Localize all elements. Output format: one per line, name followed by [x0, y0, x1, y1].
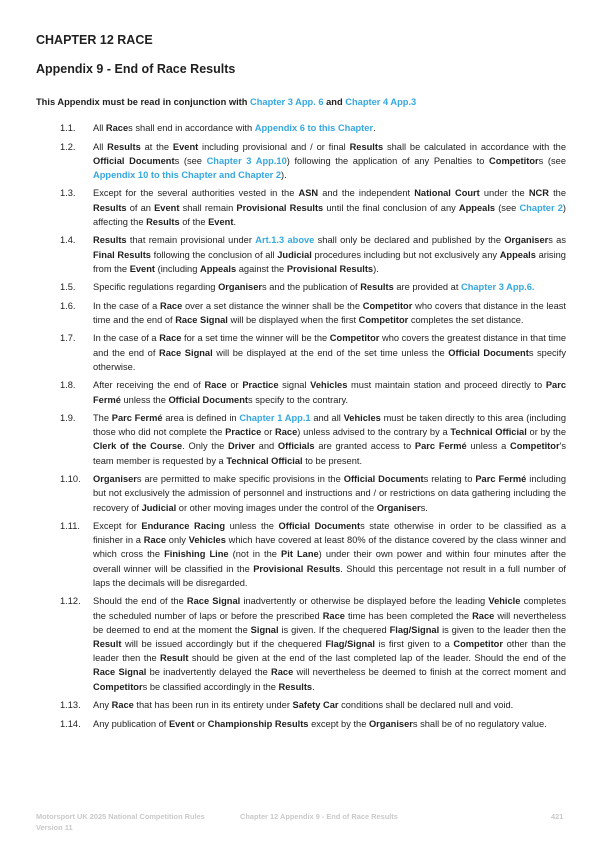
defined-term: Judicial: [277, 249, 312, 260]
clause-text-segment: ) affecting the: [93, 202, 566, 227]
link-chapter-4-app-3[interactable]: Chapter 4 App.3: [345, 97, 417, 107]
clause-item: [36, 186, 566, 229]
clause-text-segment: arising from the: [93, 249, 566, 274]
defined-term: Competitor: [358, 314, 409, 325]
defined-term: Vehicles: [310, 380, 348, 391]
clause-text-segment: the: [548, 188, 567, 199]
footer-publication: [36, 811, 205, 833]
defined-term: Official Document: [448, 347, 529, 358]
clause-text-segment: at the: [140, 141, 173, 152]
clause-text-segment: s specify to the contrary.: [248, 394, 349, 405]
clause-number: 1.3.: [60, 188, 76, 199]
defined-term: Organiser: [93, 474, 137, 485]
clause-text: [93, 594, 566, 693]
clause-text-segment: except by the: [308, 718, 369, 729]
clause-text-segment: Any: [93, 700, 112, 711]
clause-text-segment: procedures including but not exclusively any: [311, 249, 500, 260]
clause-text-segment: or by the: [526, 427, 566, 438]
chapter-title: CHAPTER 12 RACE: [36, 33, 153, 47]
defined-term: Safety Car: [292, 700, 339, 711]
clause-number: 1.11.: [60, 521, 80, 532]
cross-reference-link[interactable]: Chapter 3 App.10: [206, 155, 287, 166]
clause-item: [36, 472, 566, 515]
clause-text-segment: s.: [420, 502, 428, 513]
defined-term: Race: [271, 667, 294, 678]
clause-text-segment: Except for: [93, 521, 142, 532]
clause-text-segment: that has been run in its entirety under: [133, 700, 293, 711]
clause-text-segment: s specify otherwise.: [93, 347, 566, 372]
clause-text: [93, 411, 566, 468]
clause-text-segment: Any publication of: [93, 718, 169, 729]
clause-text-segment: s (see: [174, 155, 207, 166]
clause-text-segment: Specific regulations regarding: [93, 282, 219, 293]
clause-text-segment: against the: [236, 263, 287, 274]
defined-term: Appeals: [499, 249, 536, 260]
clause-number: 1.9.: [60, 413, 76, 424]
clause-text-segment: .: [233, 216, 237, 227]
defined-term: Championship Results: [207, 718, 309, 729]
clause-item: [36, 331, 566, 374]
clause-text-segment: After receiving the end of: [93, 380, 205, 391]
page-number: 421: [551, 812, 564, 821]
defined-term: Judicial: [141, 502, 177, 513]
defined-term: Race Signal: [175, 314, 228, 325]
clause-text-segment: is given. If the chequered: [278, 624, 390, 635]
defined-term: Event: [129, 263, 156, 274]
footer-section-title: Chapter 12 Appendix 9 - End of Race Results: [240, 812, 398, 821]
defined-term: Final Results: [93, 249, 151, 260]
clause-text-segment: which have covered at least 80% of the distance covered by the class winner and which cross the: [93, 535, 566, 560]
defined-term: Provisional Results: [253, 563, 341, 574]
clause-text-segment: shall only be declared and published by the: [314, 235, 505, 246]
clause-text-segment: Except for the several authorities vested in the: [93, 188, 299, 199]
clause-list: [36, 121, 566, 735]
clause-item: [36, 121, 566, 135]
clause-text-segment: will nevertheless be deemed to end at the moment the: [93, 610, 566, 635]
clause-text-segment: unless the: [120, 394, 169, 405]
defined-term: Practice: [225, 427, 262, 438]
clause-number: 1.12.: [60, 596, 81, 607]
defined-term: Results: [146, 216, 180, 227]
cross-reference-link[interactable]: Chapter 2: [519, 202, 563, 213]
defined-term: Result: [93, 638, 122, 649]
defined-term: Event: [172, 141, 199, 152]
clause-text-segment: is first given to a: [374, 638, 454, 649]
footer-version: Version 11: [36, 823, 73, 832]
clause-text: [93, 299, 566, 327]
defined-term: Organiser: [218, 282, 262, 293]
clause-text-segment: signal: [278, 380, 311, 391]
clause-text: [93, 280, 566, 294]
intro-text: and: [323, 97, 346, 107]
clause-text-segment: including but not exclusively the admission of personnel and instructions and / or restrictions on data gathering including the recovery of: [93, 474, 566, 513]
clause-text-segment: of the: [179, 216, 209, 227]
defined-term: Pit Lane: [281, 549, 319, 560]
clause-text: [93, 121, 566, 135]
clause-text: [93, 378, 566, 406]
defined-term: Official Document: [343, 474, 424, 485]
clause-item: [36, 519, 566, 590]
clause-text-segment: or: [261, 427, 276, 438]
clause-text-segment: (including: [155, 263, 200, 274]
clause-text-segment: will be displayed at the end of the set time unless the: [212, 347, 449, 358]
clause-text-segment: (see: [495, 202, 520, 213]
defined-term: Organiser: [368, 718, 413, 729]
defined-term: Race: [322, 610, 345, 621]
clause-text-segment: ) unless advised to the contrary by a: [297, 427, 451, 438]
clause-text: [93, 186, 566, 229]
clause-text: [93, 331, 566, 374]
defined-term: Flag/Signal: [389, 624, 440, 635]
defined-term: Flag/Signal: [325, 638, 375, 649]
footer-publication-title: Motorsport UK 2025 National Competition Rules: [36, 812, 205, 821]
clause-text-segment: over a set distance the winner shall be the: [182, 300, 363, 311]
intro-text: This Appendix must be read in conjunction with: [36, 97, 251, 107]
clause-text-segment: s state otherwise in order to be classified as a finisher in a: [93, 521, 567, 546]
defined-term: NCR: [528, 188, 549, 199]
clause-text-segment: unless a: [466, 441, 510, 452]
clause-text-segment: who covers that distance in the least time and the end of: [93, 300, 567, 325]
clause-text-segment: s shall be of no regulatory value.: [412, 718, 547, 729]
defined-term: Competitor: [93, 681, 143, 692]
clause-text-segment: ) under their own power and within four minutes after the overall winner will be classified in the: [93, 549, 566, 574]
clause-number: 1.4.: [60, 235, 76, 246]
clause-text: [93, 233, 566, 276]
defined-term: Technical Official: [226, 455, 303, 466]
clause-text-segment: or other moving images under the control of the: [176, 502, 377, 513]
clause-text-segment: only: [166, 535, 189, 546]
defined-term: Results: [360, 282, 394, 293]
clause-text-segment: ).: [281, 169, 287, 180]
defined-term: Appeals: [458, 202, 496, 213]
clause-text-segment: until the final conclusion of any: [323, 202, 459, 213]
defined-term: Race Signal: [93, 667, 147, 678]
clause-text-segment: are provided at: [393, 282, 461, 293]
defined-term: Competitor: [329, 333, 380, 344]
defined-term: Line: [209, 549, 229, 560]
clause-text: [93, 519, 566, 590]
defined-term: Appeals: [199, 263, 237, 274]
clause-text-segment: including provisional and / or final: [198, 141, 350, 152]
clause-text-segment: completes the scheduled number of laps or before the prescribed: [93, 596, 566, 621]
clause-text-segment: other than the leader then the: [93, 638, 566, 664]
cross-reference-link[interactable]: Appendix 10 to this Chapter and Chapter 2: [93, 169, 282, 180]
clause-text-segment: are granted access to: [314, 441, 415, 452]
clause-item: [36, 594, 566, 693]
clause-text-segment: and the independent: [318, 188, 415, 199]
defined-term: Vehicles: [188, 535, 226, 546]
clause-text-segment: under the: [479, 188, 529, 199]
clause-item: [36, 717, 566, 731]
defined-term: Results: [93, 202, 127, 213]
cross-reference-link[interactable]: Art.1.3 above: [255, 235, 315, 246]
clause-number: 1.13.: [60, 700, 81, 711]
defined-term: Driver: [228, 441, 255, 452]
defined-term: Signal: [250, 624, 279, 635]
clause-text-segment: shall be calculated in accordance with the: [383, 141, 566, 152]
defined-term: Competitor: [362, 300, 413, 311]
clause-text-segment: . Should this percentage not result in a full number of laps the decimals will be disregarded.: [93, 563, 566, 588]
defined-term: Competitor: [453, 638, 503, 649]
defined-term: Technical Official: [450, 427, 527, 438]
clause-item: [36, 378, 566, 406]
clause-text-segment: must be taken directly to this area (including those who did not complete the: [93, 413, 567, 438]
clause-number: 1.8.: [60, 380, 76, 391]
clause-item: [36, 698, 566, 712]
clause-text-segment: be inadvertently delayed the: [146, 667, 272, 678]
clause-text-segment: Should the end of the: [93, 596, 187, 607]
clause-text-segment: will be displayed when the first: [227, 314, 359, 325]
defined-term: Finishing: [164, 549, 206, 560]
clause-item: [36, 280, 566, 294]
defined-term: Race: [275, 427, 298, 438]
clause-text-segment: and all: [310, 413, 344, 424]
defined-term: Clerk of the Course: [93, 441, 183, 452]
clause-text-segment: to be present.: [302, 455, 363, 466]
defined-term: Parc Fermé: [93, 380, 566, 405]
clause-number: 1.2.: [60, 141, 76, 152]
defined-term: Endurance Racing: [141, 521, 226, 532]
clause-item: [36, 411, 566, 468]
defined-term: Officials: [277, 441, 315, 452]
clause-number: 1.6.: [60, 300, 76, 311]
clause-text-segment: shall remain: [179, 202, 237, 213]
clause-text-segment: inadvertently or otherwise be displayed before the leading: [240, 596, 489, 607]
defined-term: Event: [154, 202, 180, 213]
clause-text-segment: will nevertheless be deemed to finish at the correct moment and: [293, 667, 566, 678]
clause-text: [93, 698, 566, 712]
clause-item: [36, 140, 566, 183]
defined-term: Practice: [242, 380, 279, 391]
clause-text-segment: unless the: [225, 521, 279, 532]
defined-term: Vehicle: [488, 596, 521, 607]
defined-term: Event: [168, 718, 195, 729]
clause-number: 1.14.: [60, 718, 81, 729]
defined-term: Competitor: [489, 155, 539, 166]
defined-term: Parc Fermé: [111, 413, 163, 424]
clause-text-segment: s are permitted to make specific provisions in the: [136, 474, 344, 485]
defined-term: ASN: [298, 188, 319, 199]
clause-text-segment: (not in the: [228, 549, 282, 560]
clause-text-segment: All: [93, 123, 106, 133]
clause-text-segment: ) following the application of any Penalties to: [286, 155, 490, 166]
clause-number: 1.1.: [60, 123, 76, 133]
clause-number: 1.7.: [60, 333, 76, 344]
defined-term: Race: [472, 610, 495, 621]
clause-text-segment: 's team member is requested by a: [93, 441, 567, 466]
defined-term: Race Signal: [158, 347, 213, 358]
clause-item: [36, 299, 566, 327]
clause-text-segment: In the case of a: [93, 300, 161, 311]
clause-text-segment: The: [93, 413, 112, 424]
defined-term: Race: [159, 333, 182, 344]
cross-reference-link[interactable]: Appendix 6 to this Chapter: [254, 123, 374, 133]
clause-text-segment: is given to the leader then the: [439, 624, 566, 635]
defined-term: Results: [278, 681, 313, 692]
clause-text-segment: s (see: [538, 155, 566, 166]
clause-text-segment: will be issued accordingly but if the chequered: [121, 638, 326, 649]
clause-text-segment: .: [312, 681, 315, 692]
defined-term: Organiser: [376, 502, 421, 513]
clause-text-segment: of an: [126, 202, 155, 213]
defined-term: Organiser: [504, 235, 549, 246]
defined-term: Provisional Results: [236, 202, 324, 213]
clause-text-segment: s relating to: [423, 474, 476, 485]
defined-term: Vehicles: [343, 413, 381, 424]
clause-text-segment: and: [254, 441, 278, 452]
clause-text-segment: . Only the: [182, 441, 229, 452]
defined-term: Race: [111, 700, 134, 711]
clause-text-segment: should be given at the end of the last completed lap of the leader. Should the end of the: [188, 653, 566, 664]
defined-term: Race Signal: [186, 596, 241, 607]
defined-term: Parc Fermé: [414, 441, 467, 452]
clause-item: [36, 233, 566, 276]
defined-term: Official Document: [93, 155, 175, 166]
cross-reference-link[interactable]: Chapter 3 App.6.: [460, 282, 535, 293]
clause-text: [93, 472, 566, 515]
defined-term: Provisional Results: [286, 263, 374, 274]
defined-term: Race: [105, 123, 129, 133]
clause-text-segment: In the case of a: [93, 333, 160, 344]
defined-term: Official Document: [278, 521, 361, 532]
defined-term: Results: [107, 141, 141, 152]
clause-text: [93, 140, 566, 183]
defined-term: Results: [93, 235, 127, 246]
defined-term: Event: [208, 216, 234, 227]
clause-text-segment: .: [373, 123, 376, 133]
clause-text-segment: All: [93, 141, 108, 152]
link-chapter-3-app-6[interactable]: Chapter 3 App. 6: [250, 97, 324, 107]
defined-term: Results: [349, 141, 384, 152]
clause-text-segment: s and the publication of: [262, 282, 361, 293]
clause-text: [93, 717, 566, 731]
defined-term: National Court: [414, 188, 480, 199]
defined-term: Race: [160, 300, 183, 311]
defined-term: Result: [160, 653, 189, 664]
clause-text-segment: or: [194, 718, 208, 729]
clause-text-segment: for a set time the winner will be the: [181, 333, 330, 344]
cross-reference-link[interactable]: Chapter 1 App.1: [239, 413, 311, 424]
defined-term: Race: [204, 380, 227, 391]
clause-text-segment: that remain provisional under: [126, 235, 256, 246]
clause-text-segment: s as: [548, 235, 567, 246]
clause-text-segment: or: [226, 380, 243, 391]
clause-number: 1.5.: [60, 282, 76, 293]
clause-text-segment: who covers the greatest distance in that time and the end of: [93, 333, 566, 358]
clause-text-segment: completes the set distance.: [408, 314, 524, 325]
clause-number: 1.10.: [60, 474, 81, 485]
clause-text-segment: s shall end in accordance with: [128, 123, 255, 133]
clause-text-segment: time has been completed the: [344, 610, 473, 621]
defined-term: Official Document: [168, 394, 249, 405]
clause-text-segment: s be classified accordingly in the: [142, 681, 279, 692]
clause-text-segment: must maintain station and proceed directly to: [347, 380, 546, 391]
defined-term: Race: [143, 535, 166, 546]
clause-text-segment: area is defined in: [162, 413, 240, 424]
clause-text-segment: conditions shall be declared null and void.: [338, 700, 514, 711]
intro-paragraph: [36, 97, 416, 107]
defined-term: Competitor: [509, 441, 560, 452]
appendix-title: Appendix 9 - End of Race Results: [36, 62, 236, 76]
clause-text-segment: following the conclusion of all: [150, 249, 278, 260]
clause-text-segment: ).: [373, 263, 379, 274]
defined-term: Parc Fermé: [475, 474, 527, 485]
